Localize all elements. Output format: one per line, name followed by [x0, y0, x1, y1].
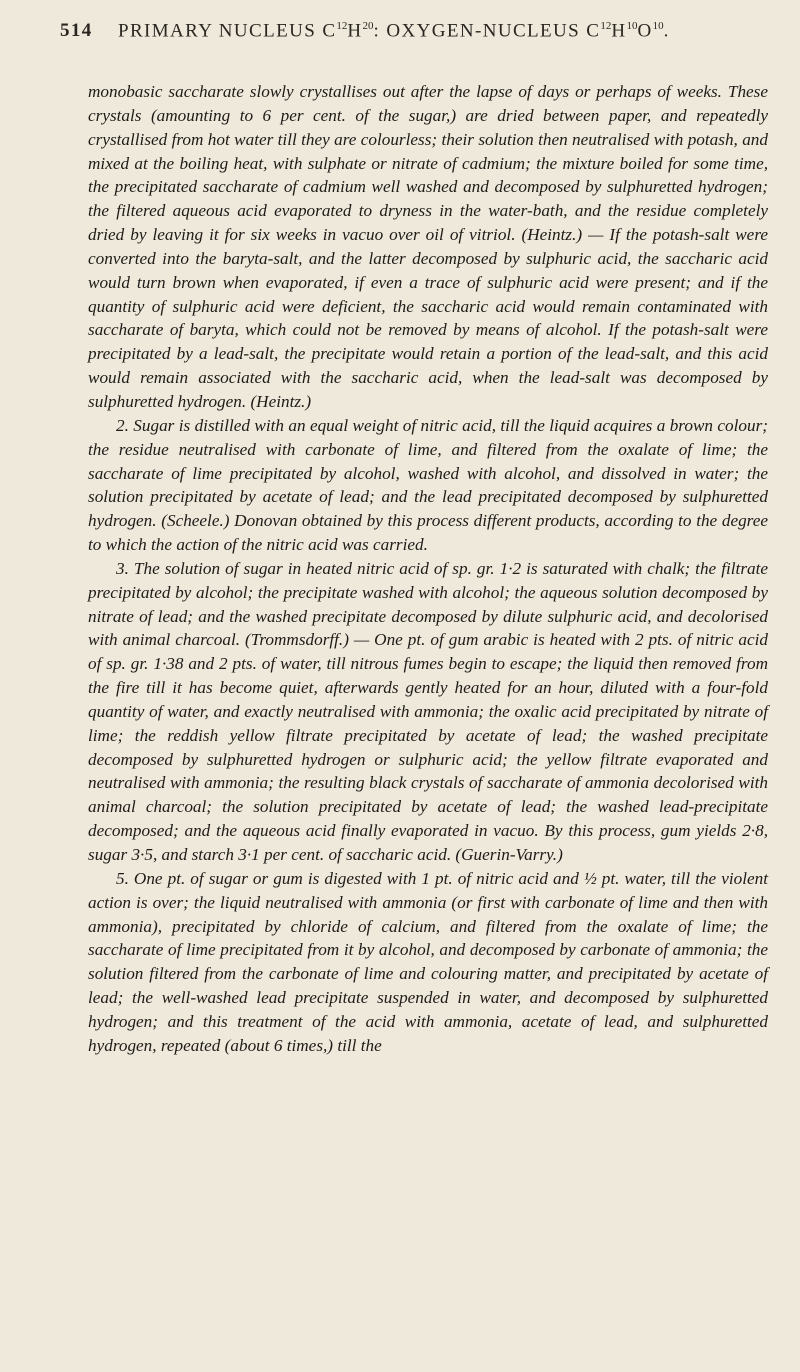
running-title-tail: . [663, 20, 670, 42]
body-text [88, 80, 768, 1058]
formula-symbol: O [637, 20, 653, 42]
formula-subscript: 10 [626, 20, 638, 32]
running-title-separator: : OXYGEN-NUCLEUS C [373, 20, 601, 42]
formula-subscript: 20 [362, 20, 374, 32]
running-title-text: PRIMARY NUCLEUS C [118, 20, 337, 42]
page-number: 514 [60, 20, 93, 42]
formula-subscript: 10 [652, 20, 664, 32]
paragraph-method-2: 2. Sugar is distilled with an equal weight of nitric acid, till the liquid acquires a brown colour; the residue neutralised with carbonate of lime, and filtered from the oxalate of lime; the saccharate of lime precipitated by alcohol, washed with alcohol, and dissolved in water; the solution precipitated by acetate of lead; and the lead precipitated decomposed by sulphuretted hydrogen. (Scheele.) Donovan obtained by this process different products, according to the degree to which the action of the nitric acid was carried. [88, 415, 768, 555]
paragraph-continuation: monobasic saccharate slowly crystallises out after the lapse of days or perhaps of weeks. These crystals (amounting to 6 per cent. of the sugar,) are dried between paper, and repeatedly crystallised from hot water till they are colourless; their solution then neutralised with potash, and mixed at the boiling heat, with sulphate or nitrate of cadmium; the mixture boiled for some time, the precipitated saccharate of cadmium well washed and decomposed by sulphuretted hydrogen; the filtered aqueous acid evaporated to dryness in the water-bath, and the residue completely dried by leaving it for six weeks in vacuo over oil of vitriol. (Heintz.) — If the potash-salt were converted into the baryta-salt, and the latter decomposed by sulphuric acid, the saccharic acid would turn brown when evaporated, if even a trace of sulphuric acid were present; and if the quantity of sulphuric acid were deficient, the saccharic acid would remain contaminated with saccharate of baryta, which could not be removed by means of alcohol. If the potash-salt were precipitated by a lead-salt, the precipitate would retain a portion of the lead-salt, and this acid would remain associated with the saccharic acid, when the lead-salt was decomposed by sulphuretted hydrogen. (Heintz.) [88, 82, 768, 411]
running-title [118, 20, 670, 42]
formula-subscript: 12 [600, 20, 612, 32]
formula-symbol: H [611, 20, 627, 42]
paragraph-method-5: 5. One pt. of sugar or gum is digested with 1 pt. of nitric acid and ½ pt. water, till the violent action is over; the liquid neutralised with ammonia (or first with carbonate of lime and then with ammonia), precipitated by chloride of calcium, and filtered from the oxalate of lime; the saccharate of lime precipitated from it by alcohol, and decomposed by carbonate of ammonia; the solution filtered from the carbonate of lime and colouring matter, and precipitated by acetate of lead; the well-washed lead precipitate suspended in water, and decomposed by sulphuretted hydrogen; and this treatment of the acid with ammonia, acetate of lead, and sulphuretted hydrogen, repeated (about 6 times,) till the [88, 868, 768, 1055]
formula-subscript: 12 [336, 20, 348, 32]
paragraph-method-3: 3. The solution of sugar in heated nitric acid of sp. gr. 1·2 is saturated with chalk; the filtrate precipitated by alcohol; the precipitate washed with alcohol; the aqueous solution decomposed by nitrate of lead; and the washed precipitate decomposed by dilute sulphuric acid, and decolorised with animal charcoal. (Trommsdorff.) — One pt. of gum arabic is heated with 2 pts. of nitric acid of sp. gr. 1·38 and 2 pts. of water, till nitrous fumes begin to escape; the liquid then removed from the fire till it has become quiet, afterwards gently heated for an hour, diluted with a four-fold quantity of water, and exactly neutralised with ammonia; the oxalic acid precipitated by nitrate of lime; the reddish yellow filtrate precipitated by acetate of lead; the washed precipitate decomposed by sulphuretted hydrogen or sulphuric acid; the yellow filtrate evaporated and neutralised with ammonia; the resulting black crystals of saccharate of ammonia decolorised with animal charcoal; the solution precipitated by acetate of lead; the washed lead-precipitate decomposed; and the aqueous acid finally evaporated in vacuo. By this process, gum yields 2·8, sugar 3·5, and starch 3·1 per cent. of saccharic acid. (Guerin-Varry.) [88, 558, 768, 864]
formula-symbol: H [347, 20, 363, 42]
running-head [60, 20, 760, 50]
